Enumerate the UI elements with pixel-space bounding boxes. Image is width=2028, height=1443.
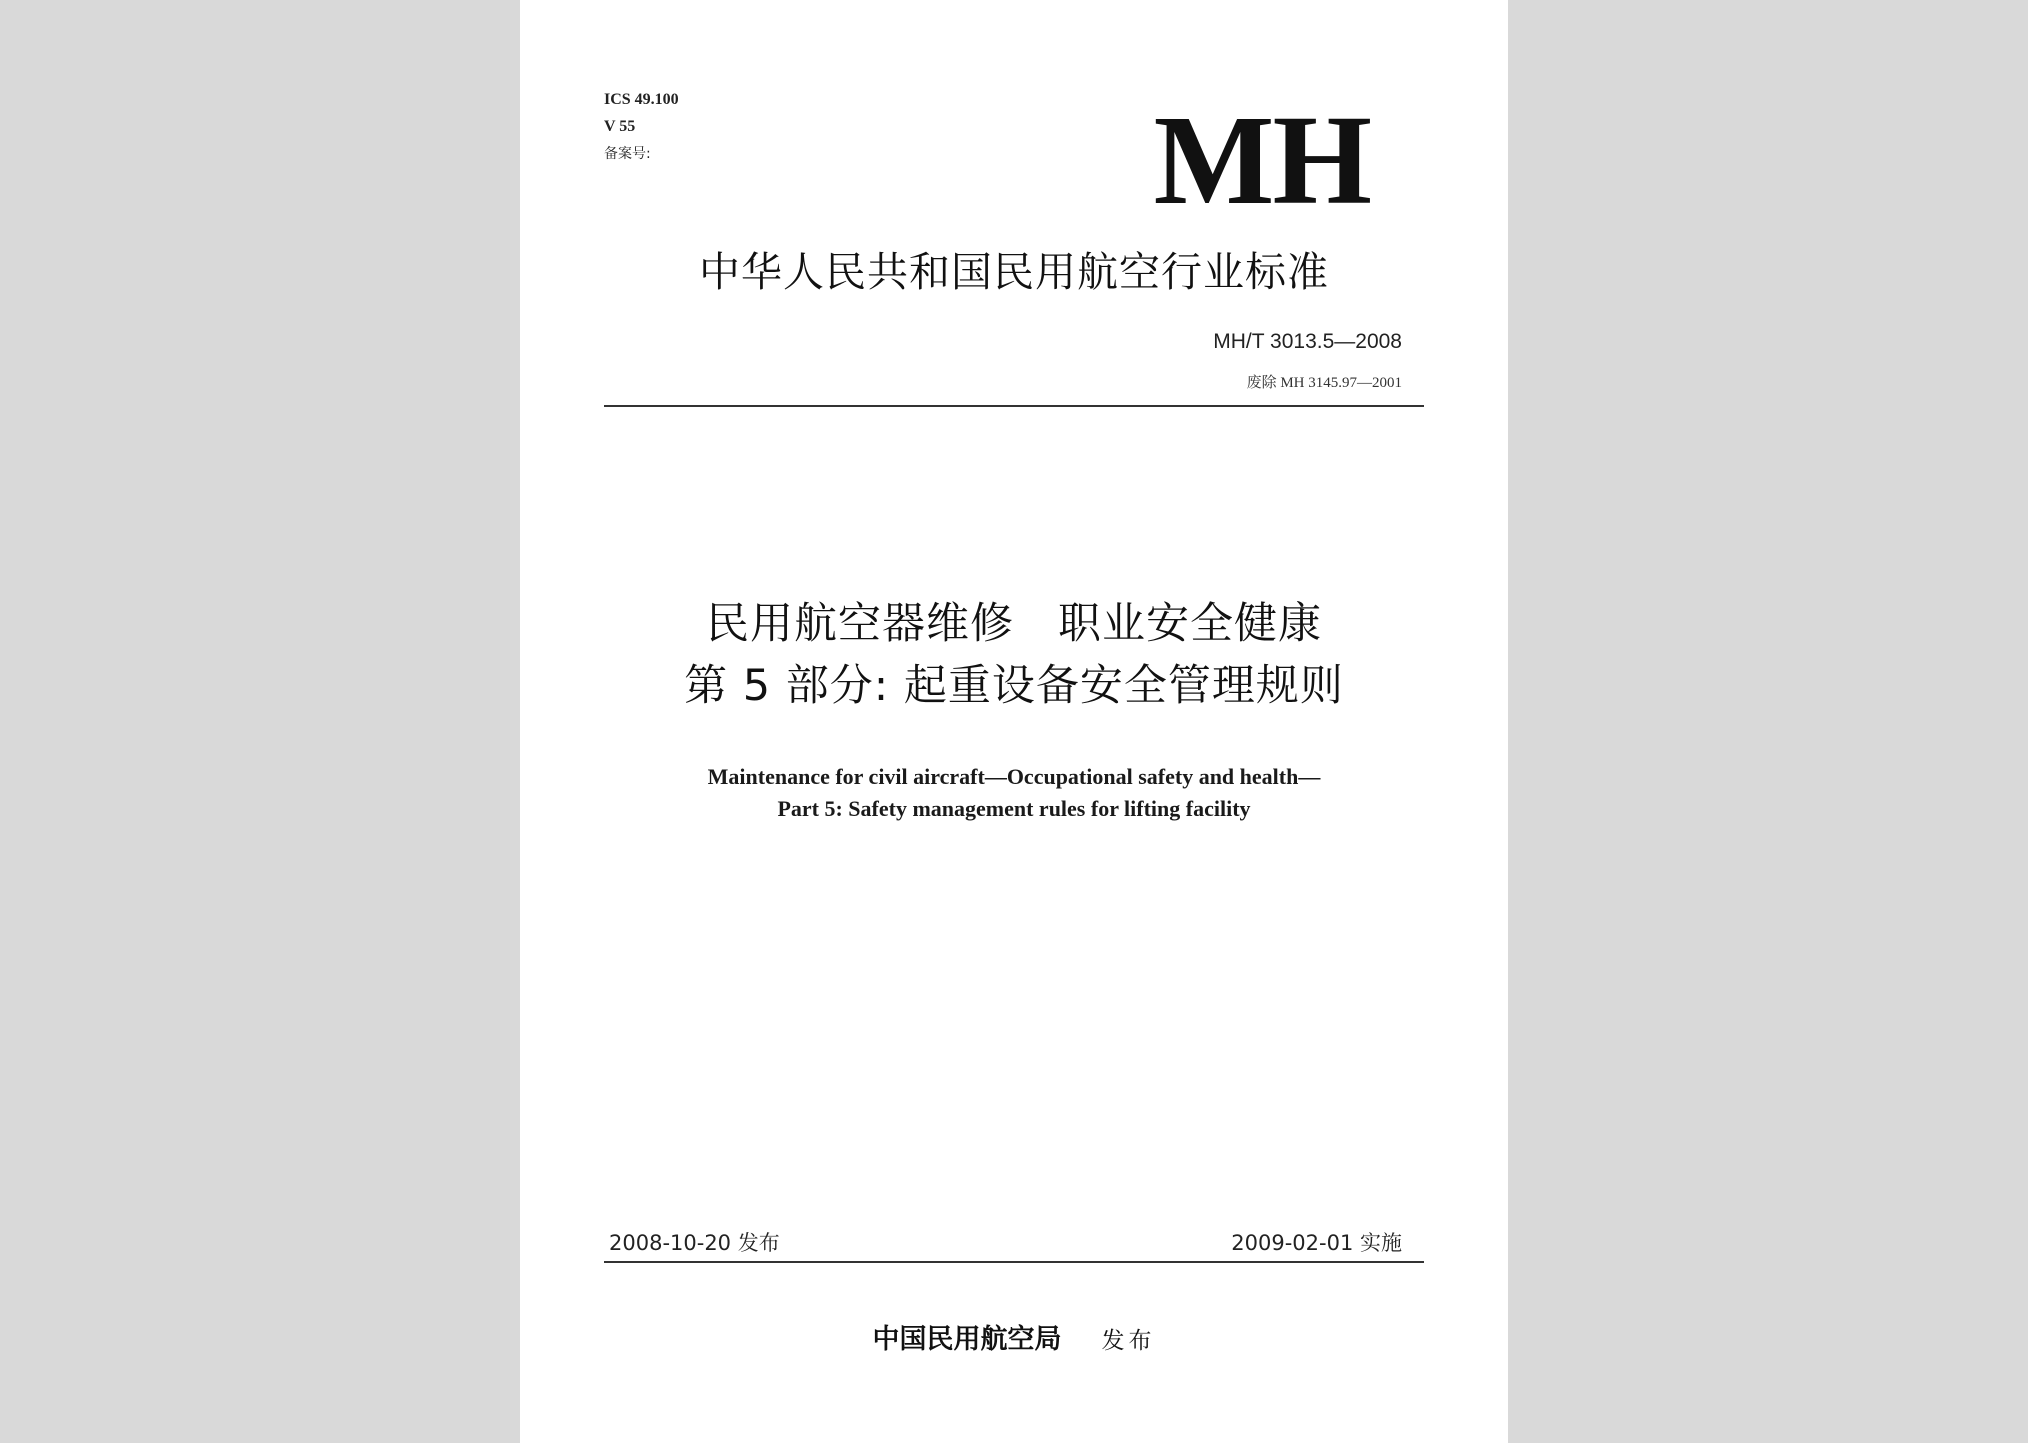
- replaced-standard: 废除 MH 3145.97—2001: [1246, 375, 1402, 391]
- implementation-date: 2009-02-01 实施: [1231, 1231, 1402, 1255]
- ics-code: ICS 49.100: [604, 91, 679, 108]
- publisher-name: 中国民用航空局: [872, 1324, 1062, 1355]
- classification-code: V 55: [604, 118, 636, 135]
- english-title-line-2: Part 5: Safety management rules for lifting facility: [777, 796, 1251, 821]
- chinese-title-line-2: 第 5 部分: 起重设备安全管理规则: [684, 661, 1344, 711]
- publisher-action: 发布: [1101, 1328, 1156, 1354]
- footer-divider: [604, 1261, 1424, 1263]
- industry-standard-title: 中华人民共和国民用航空行业标准: [699, 248, 1329, 296]
- record-number-label: 备案号:: [604, 146, 651, 162]
- chinese-title-line-1: 民用航空器维修 职业安全健康: [706, 599, 1322, 649]
- header-divider: [604, 405, 1424, 407]
- document-page: [520, 0, 1508, 1443]
- english-title-line-1: Maintenance for civil aircraft—Occupational safety and health—: [707, 764, 1321, 789]
- standard-number: MH/T 3013.5—2008: [1213, 330, 1402, 353]
- mh-logo: MH: [1153, 89, 1370, 231]
- publisher: [520, 1320, 1508, 1361]
- issue-date: 2008-10-20 发布: [609, 1231, 780, 1255]
